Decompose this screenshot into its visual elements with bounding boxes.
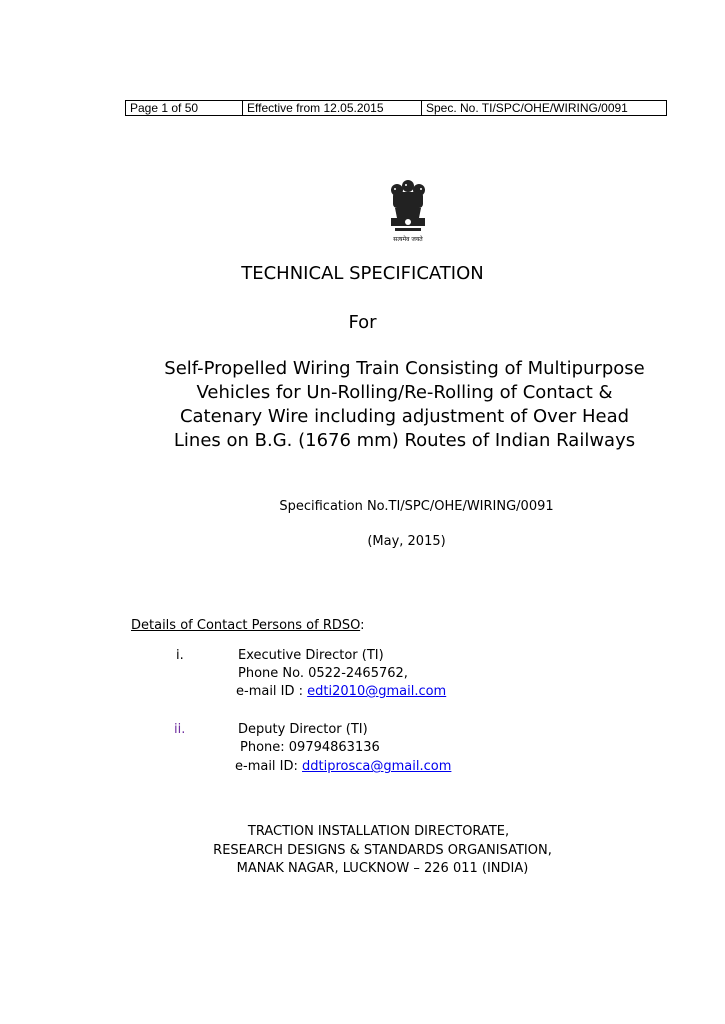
contact-2-email-row [235,758,451,776]
subject-block [42,357,725,453]
header-table [125,100,667,116]
contacts-heading [131,617,365,635]
contact-index-1: i. [176,648,184,663]
contact-2-phone: Phone: 09794863136 [240,740,380,755]
contact-1-email-label: e-mail ID : [236,684,308,699]
contact-index-2: ii. [174,722,186,737]
contact-1-email-row [236,683,446,701]
contacts-heading-text: Details of Contact Persons of RDSO [131,618,361,633]
emblem-caption: सत्यमेव जयते [393,236,423,243]
contact-2-designation: Deputy Director (TI) [238,722,368,737]
subject-line: Self-Propelled Wiring Train Consisting of Multipurpose [164,358,645,379]
subject-line: Catenary Wire including adjustment of Over Head [179,406,630,427]
document-title: TECHNICAL SPECIFICATION [241,263,484,284]
page-number: Page 1 of 50 [126,101,243,116]
contact-2-email-label: e-mail ID: [235,759,303,774]
contact-1-designation: Executive Director (TI) [238,648,384,663]
subject-line: Lines on B.G. (1676 mm) Routes of Indian Railways [173,430,636,451]
contact-2-email-link[interactable]: ddtiprosca@gmail.com [302,759,452,774]
contact-1-phone: Phone No. 0522-2465762, [238,666,408,681]
header-row [126,101,667,116]
footer-line: MANAK NAGAR, LUCKNOW – 226 011 (INDIA) [236,861,529,876]
subject-line: Vehicles for Un-Rolling/Re-Rolling of Contact & [196,382,613,403]
contacts-heading-colon: : [360,618,365,633]
footer-line: TRACTION INSTALLATION DIRECTORATE, [247,824,510,839]
spec-number-header: Spec. No. TI/SPC/OHE/WIRING/0091 [422,101,667,116]
specification-date: (May, 2015) [367,534,446,549]
contact-1-email-link[interactable]: edti2010@gmail.com [307,684,447,699]
footer-line: RESEARCH DESIGNS & STANDARDS ORGANISATION, [213,843,552,858]
specification-number: Specification No.TI/SPC/OHE/WIRING/0091 [279,499,554,514]
for-text: For [348,312,377,333]
effective-date: Effective from 12.05.2015 [243,101,422,116]
